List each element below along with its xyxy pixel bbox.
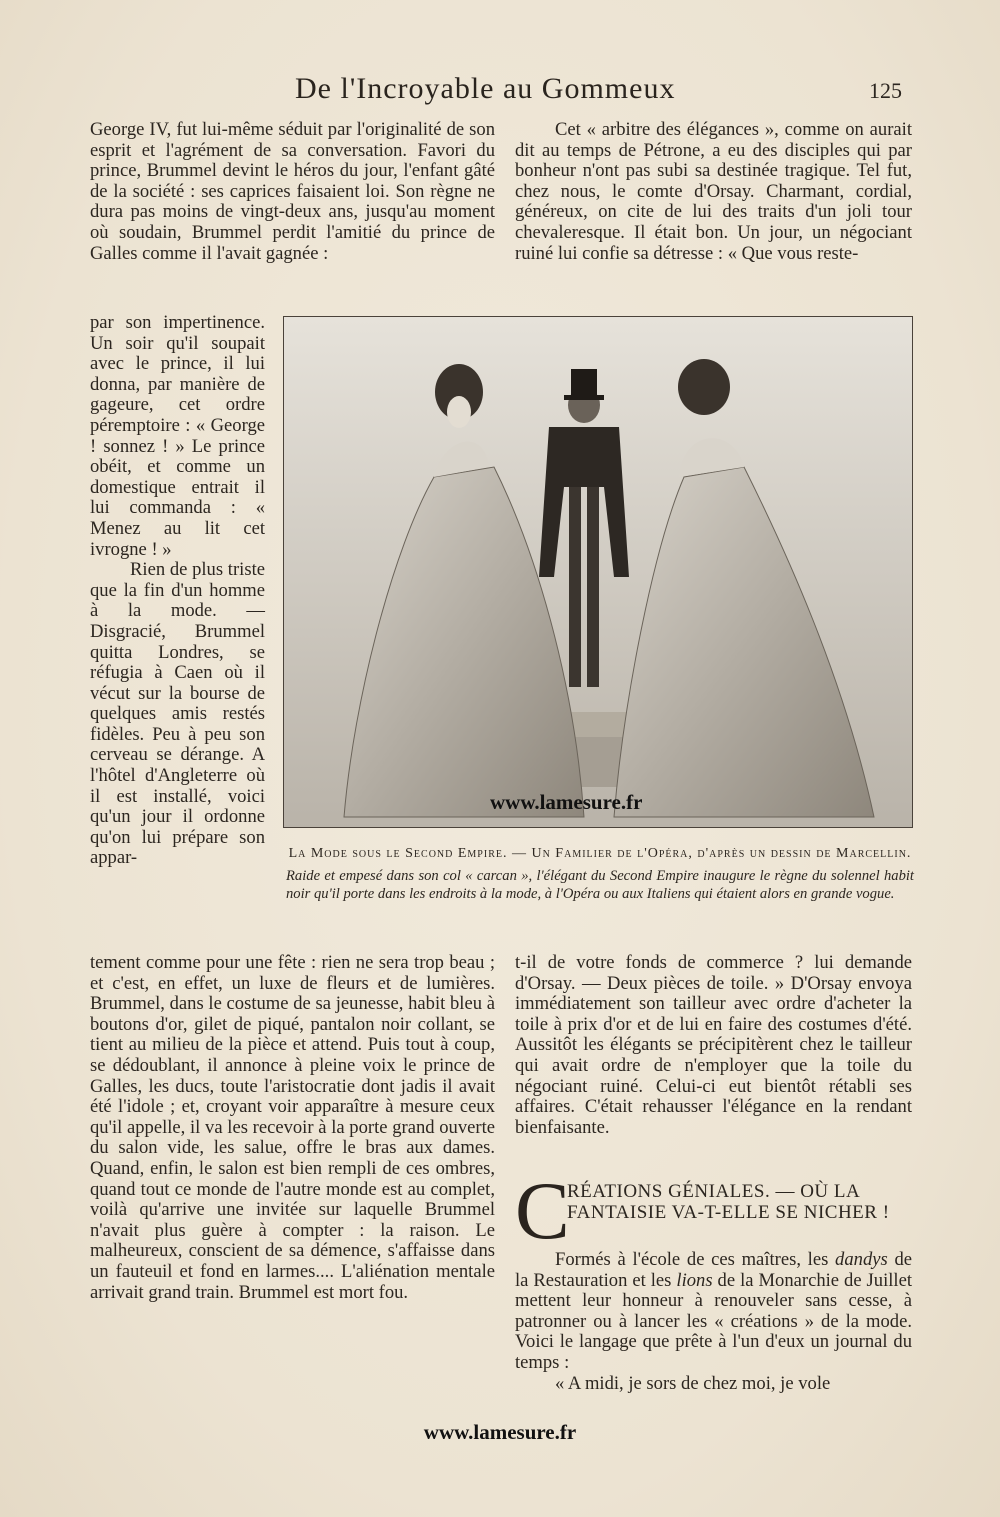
italic-term: lions	[676, 1269, 713, 1291]
paragraph: t-il de votre fonds de commerce ? lui demande d'Orsay. — Deux pièces de toile. » D'Orsay envoya immédiatement son tailleur avec ordre d'acheter la toile à prix d'or et de lui en faire des costumes d'été. Aussitôt les élégants se précipitèrent chez le tailleur qui avait ordre de n'employer que la toile du négociant ruiné. Celui-ci eut bientôt rétabli ses affaires. C'était rehausser l'élégance en la rendant bienfaisante.	[515, 952, 912, 1138]
figure-watermark: www.lamesure.fr	[490, 790, 643, 814]
italic-term: dandys	[835, 1249, 888, 1270]
left-column-top	[90, 120, 495, 264]
engraving-svg	[284, 317, 913, 828]
engraving-illustration	[283, 316, 913, 828]
left-column-bottom	[90, 953, 495, 1303]
right-column-top	[515, 120, 912, 264]
man-leg-right	[587, 487, 599, 687]
caption-title: La Mode sous le Second Empire. — Un Familier de l'Opéra, d'après un dessin de Marcellin.	[288, 846, 912, 861]
caption-text: Raide et empesé dans son col « carcan », l'élégant du Second Empire inaugure le règne du solennel habit noir qu'il porte dans les endroits à la mode, à l'Opéra ou aux Italiens qui étaient alors en grande vogue.	[286, 868, 914, 902]
page-number: 125	[869, 78, 902, 103]
text-run: Formés à l'école de ces maîtres, les	[555, 1249, 836, 1270]
text-run: de la Monarchie de Juillet mettent leur honneur à renouveler sans cesse, à patronner ou à lancer les « créations » de la mode. Voici le langage que prête à l'un d'eux un journal du temps :	[515, 1269, 913, 1373]
section-body	[515, 1250, 912, 1394]
section-heading-text: RÉATIONS GÉNIALES. — OÙ LA FANTAISIE VA-T-ELLE SE NICHER !	[567, 1181, 890, 1223]
man-hat-brim	[564, 395, 604, 400]
footer-watermark: www.lamesure.fr	[423, 1420, 577, 1444]
man-leg-left	[569, 487, 581, 687]
man-top-hat	[571, 369, 597, 399]
paragraph: Rien de plus triste que la fin d'un homme à la mode. — Disgracié, Brummel quitta Londres, se réfugia à Caen où il vécut sur la bourse de quelques amis restés fidèles. Peu à peu son cerveau se dérange. A l'hôtel d'Angleterre où il est installé, voici qu'un jour il ordonne qu'on lui prépare son appar-	[90, 559, 265, 869]
paragraph: Cet « arbitre des élégances », comme on aurait dit au temps de Pétrone, a eu des disciples qui par bonheur n'ont pas subi sa destinée tragique. Tel fut, chez nous, le comte d'Orsay. Charmant, cordial, généreux, on cite de lui des traits d'un joli tour chevaleresque. Il était bon. Un jour, un négociant ruiné lui confie sa détresse : « Que vous reste-	[515, 119, 912, 264]
page-header	[90, 68, 910, 114]
section-heading	[515, 1165, 912, 1256]
paragraph: George IV, fut lui-même séduit par l'originalité de son esprit et l'agrément de sa conversation. Favori du prince, Brummel devint le héros du jour, l'enfant gâté de la société : ses caprices faisaient loi. Son règne ne dura pas moins de vingt-deux ans, jusqu'au moment où soudain, Brummel perdit l'amitié du prince de Galles comme il l'avait gagnée :	[90, 119, 495, 264]
quote-line: « A midi, je sors de chez moi, je vole	[555, 1372, 831, 1394]
running-title: De l'Incroyable au Gommeux	[295, 72, 676, 105]
paragraph	[515, 1250, 912, 1374]
left-lady-neck	[447, 396, 471, 428]
paragraph: par son impertinence. Un soir qu'il soupait avec le prince, il lui donna, par manière de gageure, cet ordre péremptoire : « George ! sonnez ! » Le prince obéit, et comme un domestique entrait il lui commanda : « Menez au lit cet ivrogne ! »	[90, 312, 265, 560]
figure-caption	[286, 845, 914, 903]
left-narrow-column	[90, 313, 265, 869]
right-lady-hair	[678, 359, 730, 415]
right-column-bottom	[515, 953, 912, 1138]
paragraph: tement comme pour une fête : rien ne sera trop beau ; et c'est, en effet, un luxe de fleurs et de lumières. Brummel, dans le costume de sa jeunesse, habit bleu à boutons d'or, gilet de piqué, pantalon noir collant, se tient au milieu de la pièce et attend. Puis tout à coup, se dédoublant, il annonce à pleine voix le prince de Galles, les ducs, toute l'aristocratie dont jadis il avait été l'idole ; et, croyant voir apparaître à mesure ceux qu'il appelle, il va les recevoir à la porte grand ouverte du salon vide, les salue, offre le bras aux dames. Quand, enfin, le salon est bien rempli de ces ombres, quand tout ce monde de l'autre monde est au complet, voilà qu'arrive une invitée sur laquelle Brummel n'avait plus guère à compter : la raison. Le malheureux, conscient de sa démence, s'affaisse dans un fauteuil et fond en larmes.... L'aliénation mentale arrivait grand train. Brummel est mort fou.	[90, 952, 495, 1303]
text-run: de la Restauration et les	[515, 1249, 912, 1291]
drop-cap: C	[515, 1165, 570, 1256]
